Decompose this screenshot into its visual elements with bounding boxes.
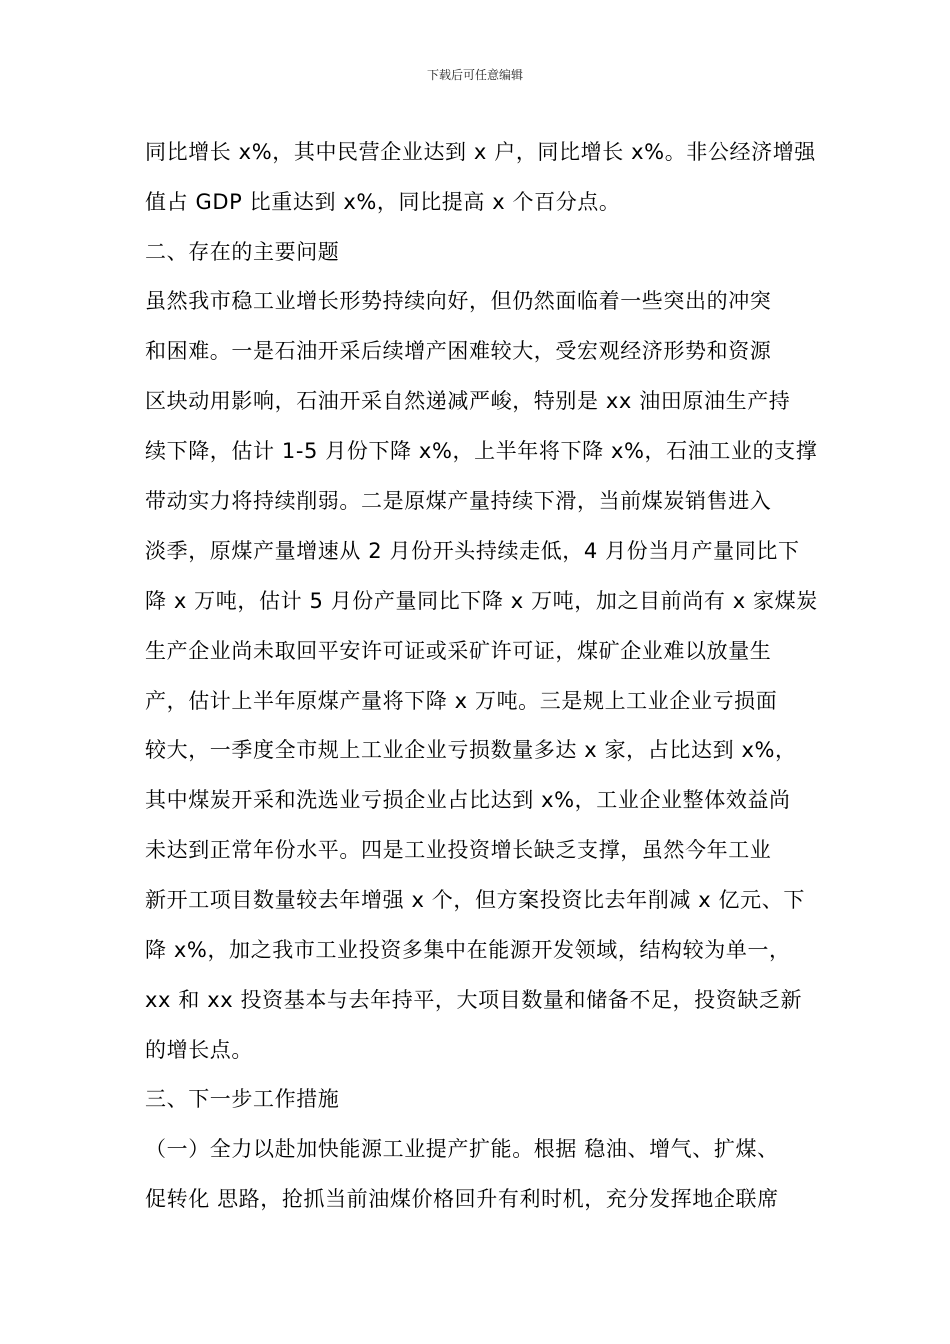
body-line: 降 x 万吨，估计 5 月份产量同比下降 x 万吨，加之目前尚有 x 家煤炭 <box>145 589 818 613</box>
body-line: 续下降，估计 1-5 月份下降 x%，上半年将下降 x%，石油工业的支撑 <box>145 439 818 463</box>
body-line: 区块动用影响，石油开采自然递减严峻，特别是 xx 油田原油生产持 <box>145 389 791 413</box>
body-line: （一）全力以赴加快能源工业提产扩能。根据 稳油、增气、扩煤、 <box>145 1137 779 1161</box>
body-line: 带动实力将持续削弱。二是原煤产量持续下滑，当前煤炭销售进入 <box>145 489 772 513</box>
body-line: 和困难。一是石油开采后续增产困难较大，受宏观经济形势和资源 <box>145 339 772 363</box>
body-line: 其中煤炭开采和洗选业亏损企业占比达到 x%，工业企业整体效益尚 <box>145 788 791 812</box>
body-line: 新开工项目数量较去年增强 x 个，但方案投资比去年削减 x 亿元、下 <box>145 888 805 912</box>
body-line: 生产企业尚未取回平安许可证或采矿许可证，煤矿企业难以放量生 <box>145 639 772 663</box>
body-line: 促转化 思路，抢抓当前油煤价格回升有利时机，充分发挥地企联席 <box>145 1187 779 1211</box>
section-heading: 二、存在的主要问题 <box>145 240 340 264</box>
page-header: 下载后可任意编辑 <box>426 68 523 82</box>
body-line: 产，估计上半年原煤产量将下降 x 万吨。三是规上工业企业亏损面 <box>145 689 778 713</box>
body-line: 的增长点。 <box>145 1038 253 1062</box>
body-line: 较大，一季度全市规上工业企业亏损数量多达 x 家，占比达到 x%， <box>145 738 797 762</box>
body-line: 淡季，原煤产量增速从 2 月份开头持续走低，4 月份当月产量同比下 <box>145 539 800 563</box>
body-line: 同比增长 x%，其中民营企业达到 x 户，同比增长 x%。非公经济增强 <box>145 140 816 164</box>
body-line: 未达到正常年份水平。四是工业投资增长缺乏支撑，虽然今年工业 <box>145 838 772 862</box>
body-line: 虽然我市稳工业增长形势持续向好，但仍然面临着一些突出的冲突 <box>145 289 772 313</box>
section-heading: 三、下一步工作措施 <box>145 1087 340 1111</box>
body-line: 值占 GDP 比重达到 x%，同比提高 x 个百分点。 <box>145 190 621 214</box>
body-line: 降 x%，加之我市工业投资多集中在能源开发领域，结构较为单一， <box>145 938 791 962</box>
body-line: xx 和 xx 投资基本与去年持平，大项目数量和储备不足，投资缺乏新 <box>145 988 803 1012</box>
